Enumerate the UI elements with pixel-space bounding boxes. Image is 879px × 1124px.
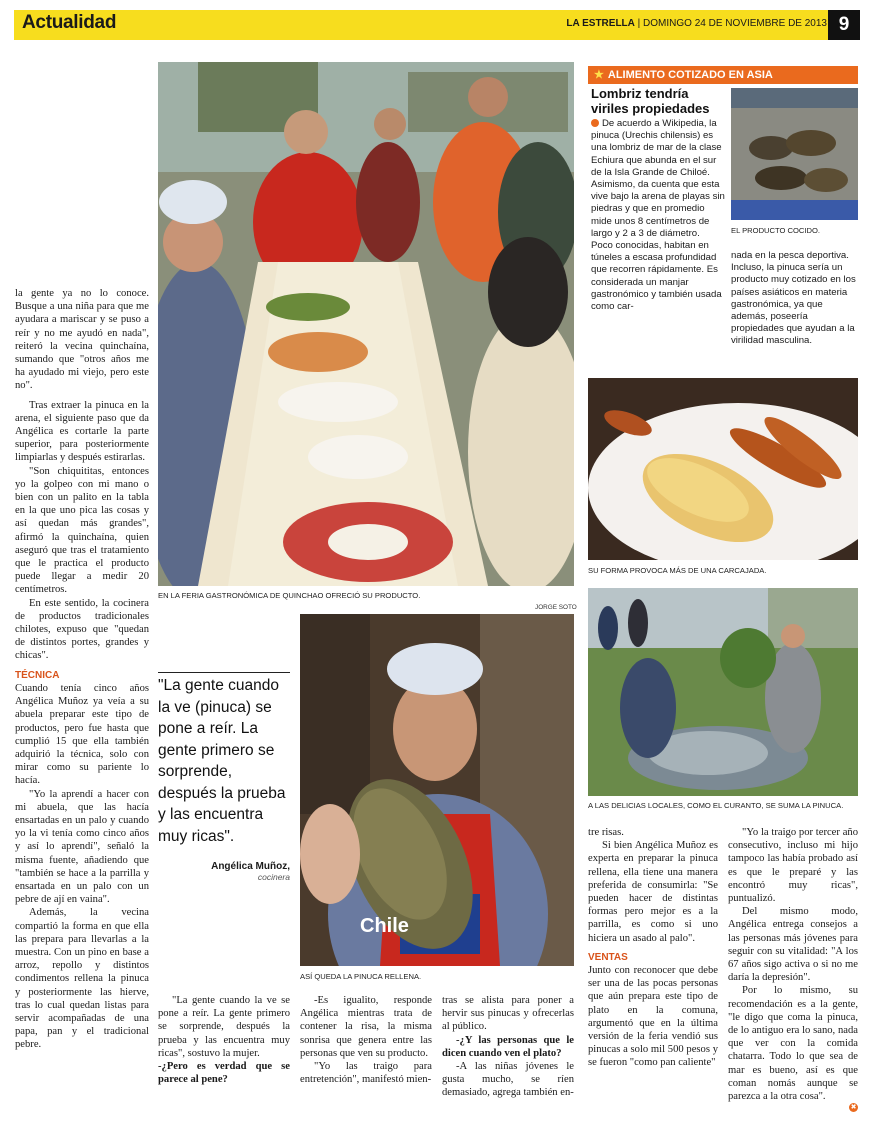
article-column-3	[300, 994, 432, 1086]
pull-quote-role: cocinera	[257, 872, 290, 882]
paragraph: Si bien Angélica Muñoz es experta en preparar la pinuca rellena, ella tiene una manera preferida de consumirla: "Se pueden hacer de distintas formas pero mejor es a la parrilla, es como si uno hiciera un asado al palo".	[588, 840, 718, 944]
paragraph: tre risas.	[588, 827, 624, 838]
article-column-5	[588, 826, 718, 1070]
paragraph: tras se alista para poner a hervir sus pinucas y ofrecerlas al público.	[442, 995, 574, 1033]
article-column-1	[15, 287, 149, 1052]
paragraph: Por lo mismo, su recomendación es a la gente, "le digo que coma la pinuca, de lo antiguo era lo sano, nada que ver con la comida chatarra. Todo lo que sea de mar es bueno, así es que coman nomás aunque se parezca a la otra cosa".	[728, 985, 858, 1103]
paragraph: Poco conocidas, habitan en túneles a escasa profundidad que recorren rápidamente. Es considerada un manjar gastronómico y también usada como car-	[591, 240, 722, 313]
article-column-6	[728, 826, 858, 1112]
paragraph: nada en la pesca deportiva. Incluso, la pinuca sería un producto muy cotizado en los países asiáticos en materia gastronómica, ya que además, poseería propiedades que ayudan a la virilidad masculina.	[731, 250, 856, 347]
cooked-product-photo	[731, 88, 858, 220]
portrait-caption: ASÍ QUEDA LA PINUCA RELLENA.	[300, 972, 422, 981]
cook-portrait-photo	[300, 614, 574, 966]
question: -¿Pero es verdad que se parece al pene?	[158, 1061, 290, 1086]
star-icon: ★	[594, 69, 604, 81]
pull-quote-text: "La gente cuando la ve (pinuca) se pone a reír. La gente primero se sorprende, después la prueba y las encuentra muy ricas".	[158, 677, 286, 845]
sidebar-banner	[588, 66, 858, 84]
bullet-dot-icon	[591, 119, 599, 127]
publication-date: DOMINGO 24 DE NOVIEMBRE DE 2013	[643, 18, 827, 29]
subhead-ventas: VENTAS	[588, 951, 628, 963]
paragraph: la gente ya no lo conoce. Busque a una niña para que me ayudara a mariscar y se puso a reír y no me ayudó en nada", reiteró la vecina quinchaína, sumando que "otros años me ha ayudado mi viejo, pero este no".	[15, 288, 149, 392]
paragraph: De acuerdo a Wikipedia, la pinuca (Urechis chilensis) es una lombriz de mar de la clase Echiura que abunda en el sur de la Isla Grande de Chiloé.	[591, 118, 722, 178]
paragraph: Junto con reconocer que debe ser una de las pocas personas que aún prepara este tipo de plato en la comuna, argumentó que en la última versión de la feria vendió sus pinucas a solo mil 500 pesos y se fueron "como pan caliente"	[588, 965, 718, 1069]
section-title: Actualidad	[22, 12, 117, 33]
feria-photo-caption: EN LA FERIA GASTRONÓMICA DE QUINCHAO OFRECIÓ SU PRODUCTO.	[158, 591, 421, 600]
paragraph: En este sentido, la cocinera de productos tradicionales chilotes, expuso que "quedan de distintos portes, grandes y chicas".	[15, 597, 149, 662]
article-column-4	[442, 994, 574, 1100]
paragraph: Además, la vecina compartió la forma en que ella las prepara para llevarlas a la muestra. Con un pino en base a arroz, repollo y distintos condimentos rellena la pinuca y posteriormente las hierve, tras lo cual quedan listas para servir acompañadas de una papa, pan y el tradicional pebre.	[15, 907, 149, 1051]
paragraph: "La gente cuando la ve se pone a reír. La gente primero se sorprende, después la prueba y las encuentra muy ricas", sostuvo la mujer.	[158, 995, 290, 1059]
page-number: 9	[828, 10, 860, 40]
sidebar-column-1	[591, 118, 725, 313]
sidebar-column-2	[731, 250, 859, 348]
paragraph: -A las niñas jóvenes le gusta mucho, se ríen demasiado, agrega también en-	[442, 1061, 574, 1099]
curanto-caption: A LAS DELICIAS LOCALES, COMO EL CURANTO, SE SUMA LA PINUCA.	[588, 801, 844, 810]
paragraph: "Son chiquititas, entonces yo la golpeo con mi mano o bien con un palito en la tabla en la que uno pica las cosas y así quedan más grandes", afirmó la quinchaína, quien aseguró que tras el tratamiento que le practica el producto puede llegar a medir 20 centímetros.	[15, 465, 149, 596]
article-column-2	[158, 994, 290, 1086]
paragraph: "Yo las traigo para entretención", manifestó mien-	[300, 1061, 432, 1086]
paragraph: Cuando tenía cinco años Angélica Muñoz ya veía a su abuela preparar este tipo de productos, pero fue hasta que cumplió 15 que ella también adquirió la técnica, solo con mirar como su pariente lo hacía.	[15, 682, 149, 787]
apron-text: Chile	[360, 915, 409, 937]
curanto-photo	[588, 588, 858, 796]
pull-quote-author: Angélica Muñoz,	[211, 861, 290, 872]
photo-credit: JORGE SOTO	[535, 604, 577, 611]
plate-photo	[588, 378, 858, 560]
question: -¿Y las personas que le dicen cuando ven el plato?	[442, 1034, 574, 1059]
feria-photo	[158, 62, 574, 586]
pull-quote	[158, 672, 290, 882]
paper-name: LA ESTRELLA	[566, 18, 635, 29]
end-mark-icon: ✖	[850, 1104, 857, 1112]
sidebar-title: Lombriz tendría viriles propiedades	[591, 86, 710, 116]
paragraph: Asimismo, da cuenta que esta vive bajo la arena de playas sin piedras y que en promedio mide unos 8 centímetros de largo y 2 a 3 de diámetro.	[591, 179, 725, 239]
paragraph: "Yo la traigo por tercer año consecutivo, incluso mi hijo tampoco las había probado así es que le preparé y las encontró muy ricas", puntualizó.	[728, 827, 858, 905]
cooked-caption: EL PRODUCTO COCIDO.	[731, 226, 821, 235]
subhead-tecnica: TÉCNICA	[15, 669, 60, 681]
paragraph: -Es igualito, responde Angélica mientras trata de contener la risa, la misma sonrisa que genera entre las personas que ven su producto.	[300, 995, 432, 1059]
plate-caption: SU FORMA PROVOCA MÁS DE UNA CARCAJADA.	[588, 566, 767, 575]
paragraph: "Yo la aprendí a hacer con mi abuela, que las hacía ensartadas en un palo y cuando yo la vi tenía como cinco años y así lo aprendí", señaló la misma fuente, añadiendo que "también se hace a la parrilla y ensartada en un palo con un pebre de ají en vaina".	[15, 788, 149, 906]
paragraph: Del mismo modo, Angélica entrega consejos a las personas más jóvenes para seguir con su vitalidad: "A los 67 años sigo activa o si no me daría la depresión".	[728, 906, 858, 984]
sidebar-banner-text: ALIMENTO COTIZADO EN ASIA	[607, 69, 773, 81]
paragraph: Tras extraer la pinuca en la arena, el siguiente paso que da Angélica es cortarle la parte superior, para posteriormente limpiarlas y después estirarlas.	[15, 399, 149, 464]
dateline: LA ESTRELLA | DOMINGO 24 DE NOVIEMBRE DE 2013	[566, 18, 827, 29]
